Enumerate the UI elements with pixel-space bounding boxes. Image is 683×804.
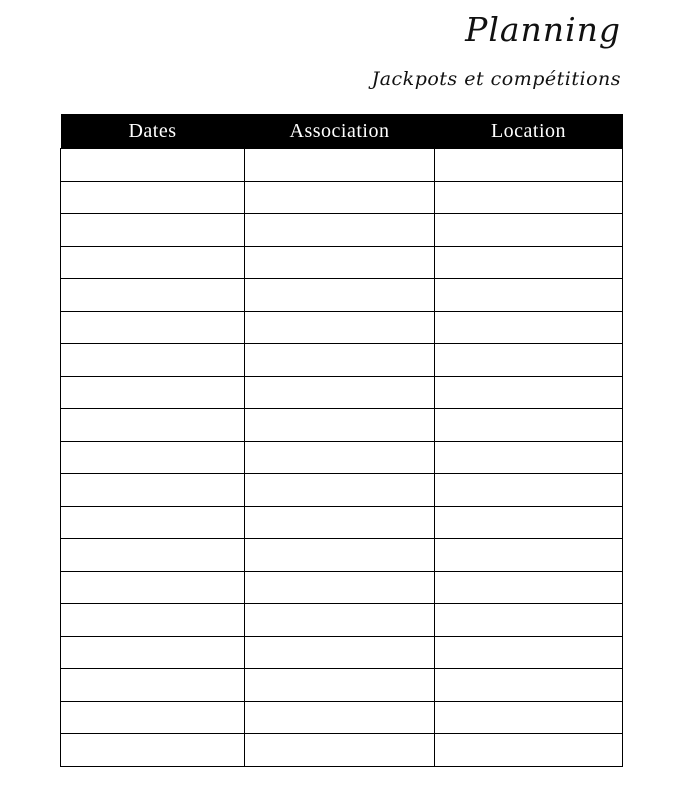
page-subtitle: Jackpots et compétitions	[371, 68, 621, 90]
table-body	[61, 149, 623, 767]
table-cell-association[interactable]	[245, 181, 435, 214]
table-cell-dates[interactable]	[61, 636, 245, 669]
table-cell-association[interactable]	[245, 409, 435, 442]
table-cell-association[interactable]	[245, 474, 435, 507]
table-cell-association[interactable]	[245, 214, 435, 247]
table-cell-location[interactable]	[435, 506, 623, 539]
table-row[interactable]	[61, 604, 623, 637]
table-row[interactable]	[61, 181, 623, 214]
table-cell-location[interactable]	[435, 474, 623, 507]
table-row[interactable]	[61, 474, 623, 507]
table-cell-dates[interactable]	[61, 539, 245, 572]
table-cell-location[interactable]	[435, 636, 623, 669]
table-cell-location[interactable]	[435, 149, 623, 182]
table-cell-location[interactable]	[435, 734, 623, 767]
table-cell-association[interactable]	[245, 246, 435, 279]
table-row[interactable]	[61, 636, 623, 669]
table-row[interactable]	[61, 539, 623, 572]
table-cell-dates[interactable]	[61, 344, 245, 377]
table-row[interactable]	[61, 376, 623, 409]
table-cell-location[interactable]	[435, 181, 623, 214]
table-cell-association[interactable]	[245, 506, 435, 539]
table-cell-dates[interactable]	[61, 604, 245, 637]
page-title: Planning	[465, 10, 621, 49]
table-cell-location[interactable]	[435, 344, 623, 377]
table-cell-association[interactable]	[245, 149, 435, 182]
table-cell-association[interactable]	[245, 701, 435, 734]
table-row[interactable]	[61, 246, 623, 279]
table-cell-location[interactable]	[435, 571, 623, 604]
table-row[interactable]	[61, 214, 623, 247]
table-cell-location[interactable]	[435, 279, 623, 312]
table-cell-location[interactable]	[435, 441, 623, 474]
table-row[interactable]	[61, 669, 623, 702]
table-cell-association[interactable]	[245, 636, 435, 669]
table-header-row	[61, 114, 623, 149]
table-cell-association[interactable]	[245, 311, 435, 344]
table-cell-location[interactable]	[435, 246, 623, 279]
table-cell-location[interactable]	[435, 311, 623, 344]
table-cell-location[interactable]	[435, 539, 623, 572]
table-cell-dates[interactable]	[61, 181, 245, 214]
table-cell-dates[interactable]	[61, 701, 245, 734]
table-cell-dates[interactable]	[61, 214, 245, 247]
table-cell-location[interactable]	[435, 376, 623, 409]
table-cell-location[interactable]	[435, 669, 623, 702]
table-cell-association[interactable]	[245, 376, 435, 409]
table-row[interactable]	[61, 701, 623, 734]
table-cell-dates[interactable]	[61, 246, 245, 279]
table-cell-location[interactable]	[435, 604, 623, 637]
table-cell-association[interactable]	[245, 604, 435, 637]
table-cell-dates[interactable]	[61, 311, 245, 344]
planning-table	[60, 114, 623, 767]
table-row[interactable]	[61, 344, 623, 377]
table-cell-dates[interactable]	[61, 571, 245, 604]
table-cell-association[interactable]	[245, 571, 435, 604]
table-cell-association[interactable]	[245, 539, 435, 572]
table-cell-association[interactable]	[245, 279, 435, 312]
table-cell-association[interactable]	[245, 441, 435, 474]
table-cell-dates[interactable]	[61, 506, 245, 539]
table-cell-location[interactable]	[435, 409, 623, 442]
table-cell-association[interactable]	[245, 734, 435, 767]
table-row[interactable]	[61, 506, 623, 539]
table-row[interactable]	[61, 441, 623, 474]
column-header-association: Association	[245, 114, 435, 149]
table-cell-association[interactable]	[245, 669, 435, 702]
table-row[interactable]	[61, 311, 623, 344]
table-cell-dates[interactable]	[61, 409, 245, 442]
table-cell-dates[interactable]	[61, 376, 245, 409]
table-row[interactable]	[61, 409, 623, 442]
column-header-dates: Dates	[61, 114, 245, 149]
planning-table-wrapper	[60, 114, 622, 767]
table-row[interactable]	[61, 571, 623, 604]
table-cell-dates[interactable]	[61, 474, 245, 507]
table-row[interactable]	[61, 149, 623, 182]
table-cell-dates[interactable]	[61, 734, 245, 767]
table-cell-dates[interactable]	[61, 149, 245, 182]
table-cell-location[interactable]	[435, 701, 623, 734]
table-cell-dates[interactable]	[61, 669, 245, 702]
table-cell-association[interactable]	[245, 344, 435, 377]
table-row[interactable]	[61, 734, 623, 767]
table-cell-location[interactable]	[435, 214, 623, 247]
table-row[interactable]	[61, 279, 623, 312]
table-header	[61, 114, 623, 149]
column-header-location: Location	[435, 114, 623, 149]
table-cell-dates[interactable]	[61, 441, 245, 474]
table-cell-dates[interactable]	[61, 279, 245, 312]
